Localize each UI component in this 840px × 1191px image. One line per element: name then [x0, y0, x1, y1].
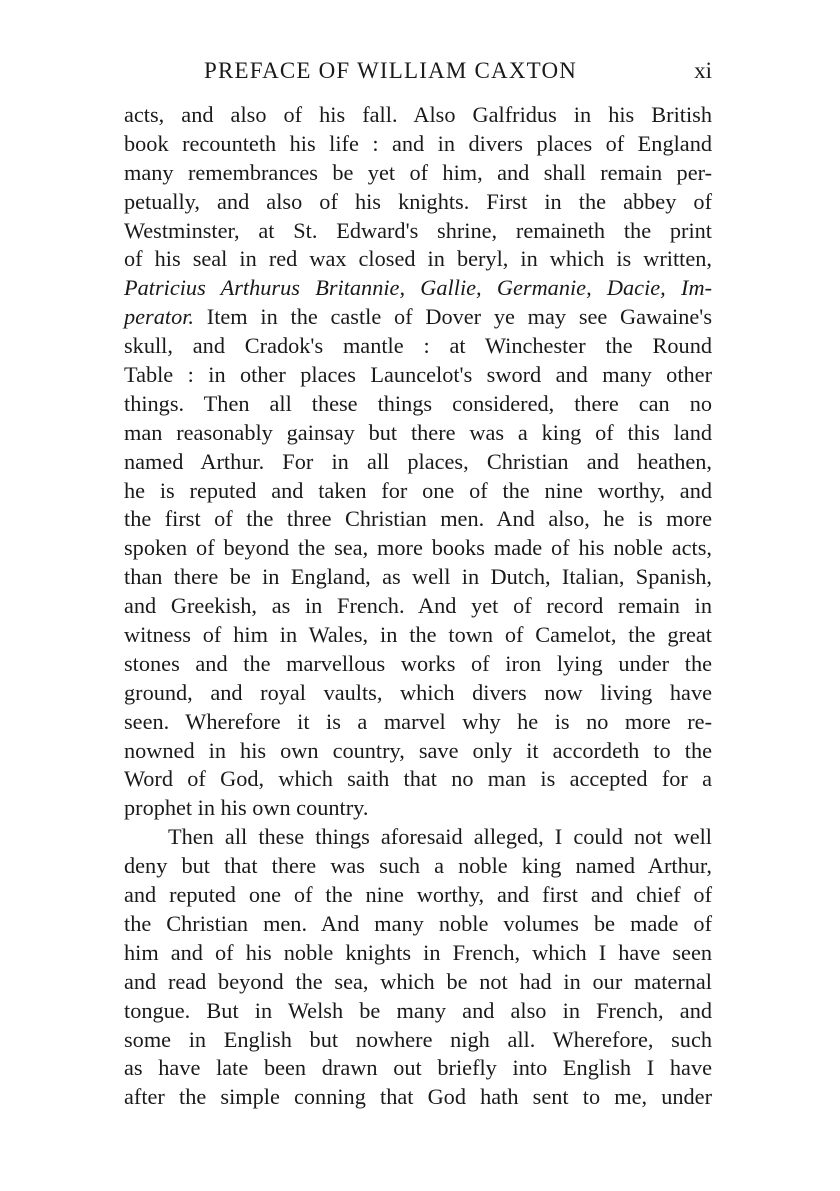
latin-inscription: Patricius Arthurus Britannie, Gallie, Germanie, Dacie, Im-: [124, 275, 712, 301]
text-line: the first of the three Christian men. And also, he is more: [124, 506, 712, 532]
body-text: [124, 101, 712, 1112]
text-line: the Christian men. And many noble volumes be made of: [124, 910, 712, 936]
text-line: and reputed one of the nine worthy, and first and chief of: [124, 882, 712, 908]
text-line: spoken of beyond the sea, more books made of his noble acts,: [124, 535, 712, 561]
text-line: of his seal in red wax closed in beryl, in which is written,: [124, 246, 712, 272]
text-line: some in English but nowhere nigh all. Wherefore, such: [124, 1026, 712, 1052]
text-line: named Arthur. For in all places, Christian and heathen,: [124, 448, 712, 474]
page-number: xi: [694, 58, 712, 83]
text-line: Table : in other places Launcelot's sword and many other: [124, 362, 712, 388]
text-line-italic: [124, 274, 712, 303]
text-line: tongue. But in Welsh be many and also in French, and: [124, 997, 712, 1023]
running-header: [124, 58, 712, 92]
text-line: Westminster, at St. Edward's shrine, remaineth the print: [124, 217, 712, 243]
running-title: PREFACE OF WILLIAM CAXTON: [204, 58, 578, 83]
text-line: witness of him in Wales, in the town of Camelot, the great: [124, 622, 712, 648]
text-line: [124, 303, 712, 332]
text-fragment: Item in the castle of Dover ye may see Gawaine's: [194, 304, 712, 330]
paragraph-end-line: prophet in his own country.: [124, 795, 369, 821]
text-line: many remembrances be yet of him, and shall remain per-: [124, 159, 712, 185]
text-line: acts, and also of his fall. Also Galfridus in his British: [124, 102, 712, 127]
text-line: and Greekish, as in French. And yet of record remain in: [124, 593, 712, 619]
text-line: after the simple conning that God hath sent to me, under: [124, 1084, 712, 1110]
text-line: and read beyond the sea, which be not had in our maternal: [124, 968, 712, 994]
text-line: than there be in England, as well in Dutch, Italian, Spanish,: [124, 564, 712, 590]
text-line: he is reputed and taken for one of the nine worthy, and: [124, 477, 712, 503]
text-line: seen. Wherefore it is a marvel why he is no more re-: [124, 708, 712, 734]
text-line: man reasonably gainsay but there was a king of this land: [124, 419, 712, 445]
text-line: skull, and Cradok's mantle : at Winchester the Round: [124, 333, 712, 359]
text-line: as have late been drawn out briefly into English I have: [124, 1055, 712, 1081]
text-line: deny but that there was such a noble king named Arthur,: [124, 853, 712, 879]
text-line: book recounteth his life : and in divers places of England: [124, 130, 712, 156]
text-line: him and of his noble knights in French, which I have seen: [124, 939, 712, 965]
text-line: Word of God, which saith that no man is accepted for a: [124, 766, 712, 792]
text-line: ground, and royal vaults, which divers now living have: [124, 679, 712, 705]
paragraph-start-line: Then all these things aforesaid alleged, I could not well: [168, 824, 712, 850]
latin-inscription-end: perator.: [124, 304, 194, 330]
text-line: things. Then all these things considered, there can no: [124, 390, 712, 416]
text-line: nowned in his own country, save only it accordeth to the: [124, 737, 712, 763]
text-line: stones and the marvellous works of iron lying under the: [124, 650, 712, 676]
text-line: petually, and also of his knights. First in the abbey of: [124, 188, 712, 214]
